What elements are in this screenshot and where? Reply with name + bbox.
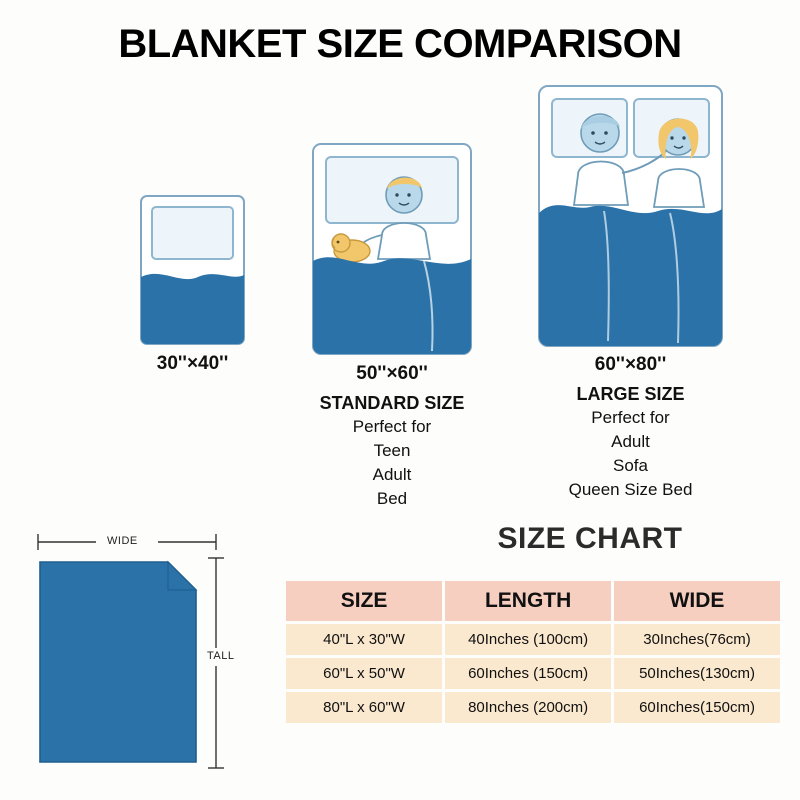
bed-detail-line: Queen Size Bed [568, 480, 693, 499]
cell-length: 80Inches (200cm) [445, 692, 611, 723]
cell-size: 40"L x 30"W [286, 624, 442, 655]
bed-sizename-large: LARGE SIZE [576, 384, 685, 404]
blanket-dimension-diagram [18, 520, 258, 785]
table-header-row [286, 581, 780, 621]
bed-detail-line: Perfect for [591, 408, 670, 427]
caption-large [528, 353, 733, 502]
column-header-length: LENGTH [445, 581, 611, 621]
bed-illustration-large [538, 85, 723, 347]
cell-wide: 60Inches(150cm) [614, 692, 780, 723]
page-title: BLANKET SIZE COMPARISON [118, 22, 682, 66]
blanket-wide-label: WIDE [107, 535, 138, 547]
cell-length: 60Inches (150cm) [445, 658, 611, 689]
bed-dimension-standard: 50''×60'' [356, 363, 428, 384]
size-chart-table [283, 578, 783, 726]
bed-detail-line: Adult [372, 465, 412, 484]
bed-dimension-large: 60''×80'' [594, 354, 667, 375]
column-header-size: SIZE [286, 581, 442, 621]
table-row [286, 624, 780, 655]
caption-standard [292, 362, 492, 511]
cell-wide: 50Inches(130cm) [614, 658, 780, 689]
bed-illustration-small [140, 195, 245, 345]
bed-detail-line: Adult [611, 432, 650, 451]
bed-detail-line: Teen [373, 441, 411, 460]
cell-size: 80"L x 60"W [286, 692, 442, 723]
blanket-tall-label: TALL [207, 650, 235, 662]
bed-detail-line: Sofa [613, 456, 648, 475]
bed-illustration-standard [312, 143, 472, 355]
column-header-wide: WIDE [614, 581, 780, 621]
caption-small [95, 352, 290, 378]
bed-detail-line: Bed [376, 489, 408, 508]
bed-sizename-standard: STANDARD SIZE [319, 393, 465, 413]
cell-size: 60"L x 50"W [286, 658, 442, 689]
bed-detail-line: Perfect for [352, 417, 432, 436]
cell-length: 40Inches (100cm) [445, 624, 611, 655]
bed-dimension-small: 30''×40'' [156, 353, 229, 374]
cell-wide: 30Inches(76cm) [614, 624, 780, 655]
size-chart-heading: SIZE CHART [497, 522, 683, 555]
table-row [286, 692, 780, 723]
table-row [286, 658, 780, 689]
